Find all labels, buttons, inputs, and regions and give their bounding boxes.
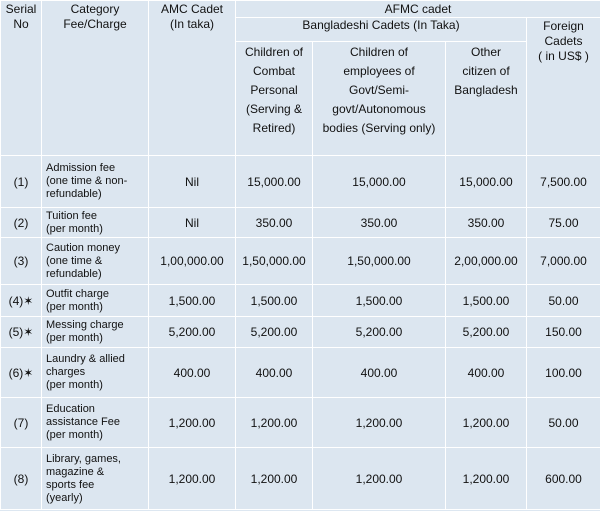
combat-cell: 1,500.00 xyxy=(236,285,313,317)
amc-cell: 1,00,000.00 xyxy=(149,238,236,285)
govt-cell: 400.00 xyxy=(313,348,446,398)
category-cell xyxy=(42,208,149,238)
category-line: refundable) xyxy=(46,188,102,200)
category-cell xyxy=(42,285,149,317)
category-line: sports fee xyxy=(46,478,95,491)
category-line: (per month) xyxy=(46,222,103,235)
serial-cell: (7) xyxy=(1,398,42,448)
category-line: Messing charge xyxy=(46,319,124,331)
combat-cell: 15,000.00 xyxy=(236,156,313,208)
serial-cell: (2) xyxy=(1,208,42,238)
category-line: assistance Fee xyxy=(46,416,120,428)
other-cell: 350.00 xyxy=(446,208,527,238)
amc-cell: 1,200.00 xyxy=(149,398,236,448)
foreign-cell: 50.00 xyxy=(527,285,600,317)
serial-cell: (4)✶ xyxy=(1,285,42,317)
category-line: refundable) xyxy=(46,267,102,280)
combat-cell: 5,200.00 xyxy=(236,317,313,348)
amc-cell: 1,500.00 xyxy=(149,285,236,317)
govt-line: govt/Autonomous xyxy=(332,102,426,116)
category-line: charges xyxy=(46,366,86,378)
amc-cell: 5,200.00 xyxy=(149,317,236,348)
children-govt-header xyxy=(313,42,446,156)
foreign-cell: 50.00 xyxy=(527,398,600,448)
category-line: Tuition fee xyxy=(46,209,97,222)
table-row xyxy=(1,238,600,285)
category-line: (one time & xyxy=(46,254,103,267)
other-citizen-header xyxy=(446,42,527,156)
category-line: (per month) xyxy=(46,300,103,313)
table-row xyxy=(1,398,600,448)
other-cell: 400.00 xyxy=(446,348,527,398)
category-cell xyxy=(42,317,149,348)
serial-header xyxy=(1,1,42,156)
category-line: Admission fee xyxy=(46,162,116,174)
category-line: Caution money xyxy=(46,241,120,254)
category-line: (yearly) xyxy=(46,491,83,504)
category-line: Outfit charge xyxy=(46,287,109,300)
other-line: citizen of xyxy=(462,64,510,78)
foreign-header-line3: ( in US$ ) xyxy=(538,49,589,63)
category-line: Library, games, xyxy=(46,452,121,465)
other-cell: 1,200.00 xyxy=(446,398,527,448)
govt-line: bodies (Serving only) xyxy=(322,121,436,135)
afmc-header: AFMC cadet xyxy=(236,1,600,18)
amc-header-line2: (In taka) xyxy=(169,17,214,31)
fee-table-body xyxy=(1,1,600,510)
foreign-cell: 7,500.00 xyxy=(527,156,600,208)
category-line: Laundry & allied xyxy=(46,353,125,365)
category-cell xyxy=(42,448,149,510)
govt-cell: 15,000.00 xyxy=(313,156,446,208)
serial-cell: (1) xyxy=(1,156,42,208)
other-cell: 1,200.00 xyxy=(446,448,527,510)
table-row xyxy=(1,348,600,398)
other-cell: 15,000.00 xyxy=(446,156,527,208)
foreign-cell: 75.00 xyxy=(527,208,600,238)
bangladeshi-header: Bangladeshi Cadets (In Taka) xyxy=(236,18,527,42)
amc-header xyxy=(149,1,236,156)
foreign-cell: 600.00 xyxy=(527,448,600,510)
govt-cell: 5,200.00 xyxy=(313,317,446,348)
serial-cell: (6)✶ xyxy=(1,348,42,398)
serial-cell: (3) xyxy=(1,238,42,285)
table-row xyxy=(1,317,600,348)
combat-line: Retired) xyxy=(252,121,296,135)
category-cell xyxy=(42,156,149,208)
category-header xyxy=(42,1,149,156)
foreign-header-line2: Cadets xyxy=(544,34,583,48)
other-cell: 1,500.00 xyxy=(446,285,527,317)
combat-line: Combat xyxy=(252,64,296,78)
category-header-line1: Category xyxy=(70,2,120,16)
govt-line: employees of xyxy=(343,64,415,78)
combat-line: (Serving & xyxy=(245,102,303,116)
table-row xyxy=(1,208,600,238)
category-line: (per month) xyxy=(46,429,103,441)
foreign-cell: 7,000.00 xyxy=(527,238,600,285)
serial-cell: (8) xyxy=(1,448,42,510)
children-combat-header xyxy=(236,42,313,156)
amc-cell: 1,200.00 xyxy=(149,448,236,510)
combat-cell: 400.00 xyxy=(236,348,313,398)
category-line: (per month) xyxy=(46,379,103,391)
combat-cell: 1,200.00 xyxy=(236,448,313,510)
amc-cell: Nil xyxy=(149,208,236,238)
category-cell xyxy=(42,348,149,398)
other-cell: 2,00,000.00 xyxy=(446,238,527,285)
category-line: (per month) xyxy=(46,332,103,344)
amc-cell: 400.00 xyxy=(149,348,236,398)
serial-cell: (5)✶ xyxy=(1,317,42,348)
combat-cell: 1,200.00 xyxy=(236,398,313,448)
foreign-header xyxy=(527,18,600,156)
serial-header-line2: No xyxy=(13,17,29,31)
other-cell: 5,200.00 xyxy=(446,317,527,348)
category-cell xyxy=(42,398,149,448)
govt-cell: 1,200.00 xyxy=(313,398,446,448)
amc-header-line1: AMC Cadet xyxy=(160,2,224,16)
table-row xyxy=(1,448,600,510)
govt-cell: 1,200.00 xyxy=(313,448,446,510)
category-line: magazine & xyxy=(46,465,105,478)
govt-cell: 1,500.00 xyxy=(313,285,446,317)
foreign-cell: 100.00 xyxy=(527,348,600,398)
serial-header-line1: Serial xyxy=(5,2,37,16)
govt-line: Children of xyxy=(349,45,409,59)
govt-cell: 1,50,000.00 xyxy=(313,238,446,285)
combat-cell: 350.00 xyxy=(236,208,313,238)
govt-cell: 350.00 xyxy=(313,208,446,238)
category-line: Education xyxy=(46,403,95,415)
other-line: Bangladesh xyxy=(454,83,518,97)
other-line: Other xyxy=(470,45,501,59)
amc-cell: Nil xyxy=(149,156,236,208)
foreign-header-line1: Foreign xyxy=(543,19,584,33)
combat-line: Children of xyxy=(244,45,304,59)
category-header-line2: Fee/Charge xyxy=(63,17,127,31)
table-row xyxy=(1,156,600,208)
combat-line: Personal xyxy=(250,83,298,97)
foreign-cell: 150.00 xyxy=(527,317,600,348)
category-cell xyxy=(42,238,149,285)
combat-cell: 1,50,000.00 xyxy=(236,238,313,285)
govt-line: Govt/Semi- xyxy=(348,83,409,97)
category-line: (one time & non- xyxy=(46,175,128,187)
table-row xyxy=(1,285,600,317)
